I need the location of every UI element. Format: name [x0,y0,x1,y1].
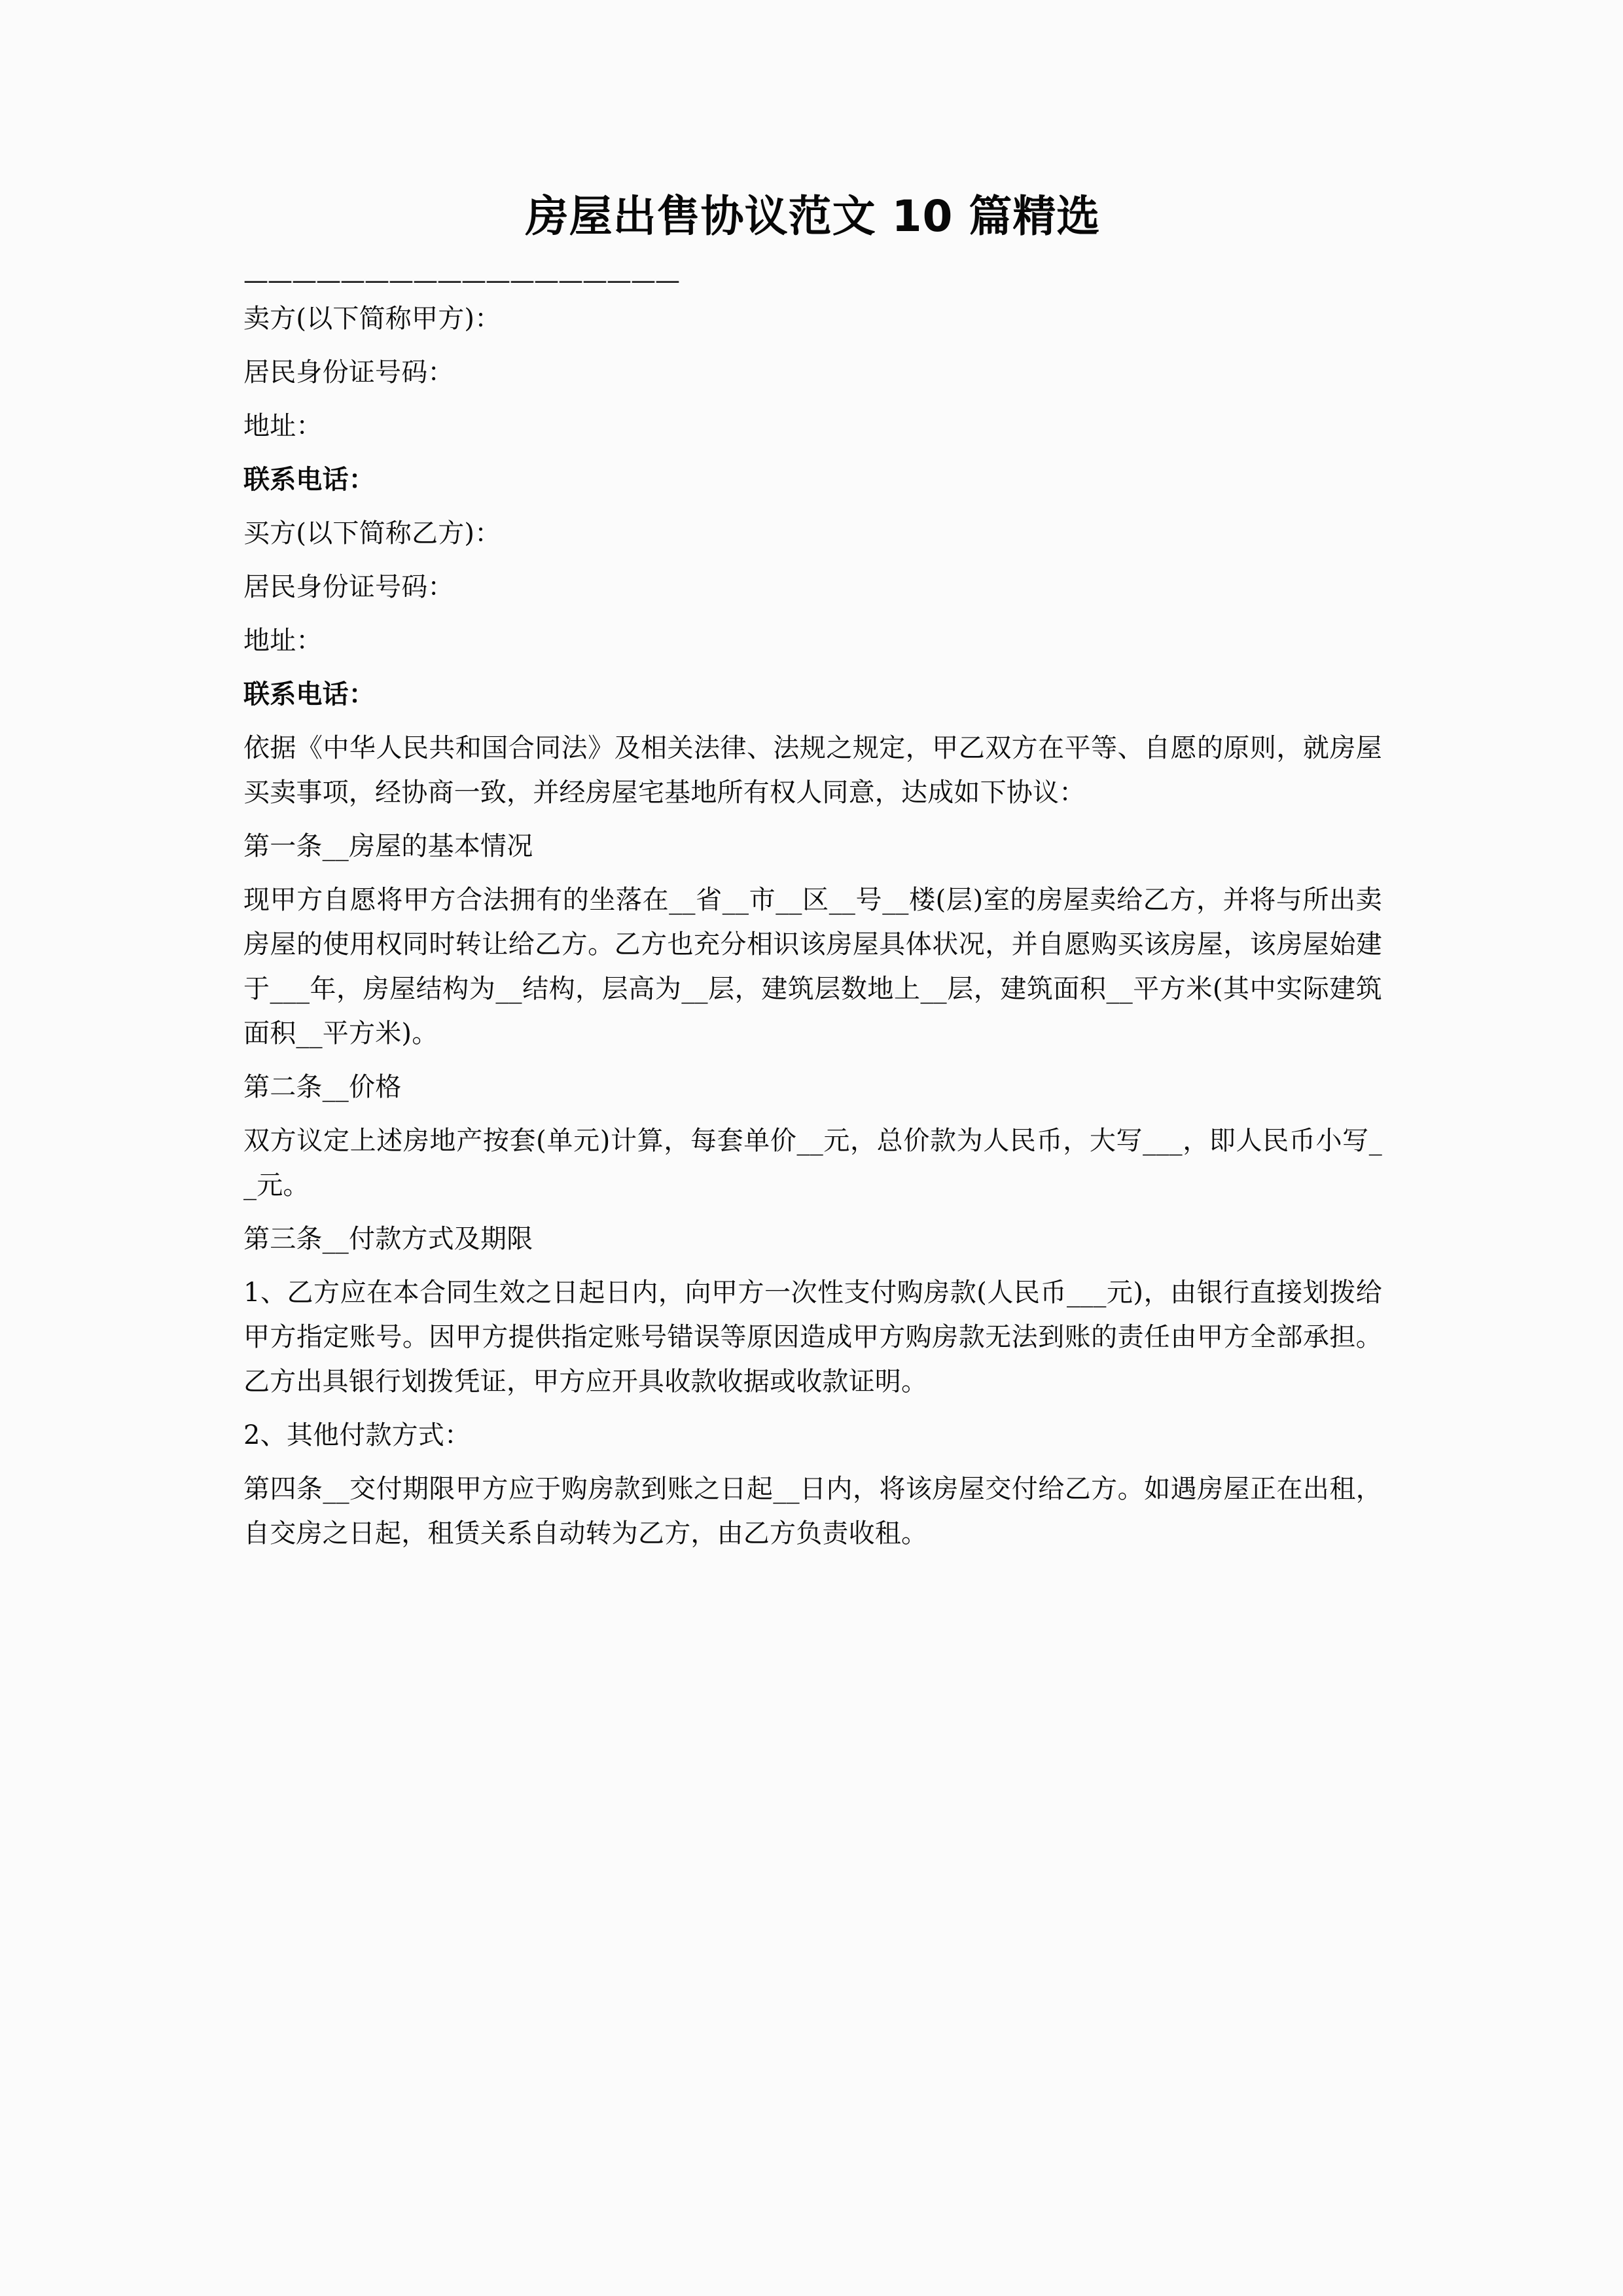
article-3-item-2: 2、其他付款方式： [243,1420,471,1450]
article-2-body: 双方议定上述房地产按套(单元)计算，每套单价__元，总价款为人民币，大写___，即人民币小写__元。 [243,1125,1382,1200]
preamble-paragraph: 依据《中华人民共和国合同法》及相关法律、法规之规定，甲乙双方在平等、自愿的原则，就房屋买卖事项，经协商一致，并经房屋宅基地所有权人同意，达成如下协议： [243,732,1382,808]
buyer-address-line: 地址： [243,625,323,656]
document-body [243,0,1382,1565]
buyer-label-line: 买方(以下简称乙方)： [243,518,501,548]
page-title: 房屋出售协议范文 10 篇精选 [525,191,1101,242]
seller-id-line: 居民身份证号码： [243,357,454,387]
article-3-item-1: 1、乙方应在本合同生效之日起日内，向甲方一次性支付购房款(人民币___元)，由银行直接划拨给甲方指定账号。因甲方提供指定账号错误等原因造成甲方购房款无法到账的责任由甲方全部承担。乙方出具银行划拨凭证，甲方应开具收款收据或收款证明。 [243,1277,1382,1397]
seller-phone-line: 联系电话： [243,463,375,495]
article-1-heading: 第一条__房屋的基本情况 [243,831,533,861]
buyer-phone-line: 联系电话： [243,678,375,709]
buyer-id-line: 居民身份证号码： [243,571,454,602]
seller-address-line: 地址： [243,410,323,441]
title-separator-rule: —————————————————— [243,267,679,295]
article-3-heading: 第三条__付款方式及期限 [243,1223,533,1254]
seller-label-line: 卖方(以下简称甲方)： [243,303,501,334]
article-4-body: 第四条__交付期限甲方应于购房款到账之日起__日内，将该房屋交付给乙方。如遇房屋正在出租，自交房之日起，租赁关系自动转为乙方，由乙方负责收租。 [243,1473,1382,1549]
article-2-heading: 第二条__价格 [243,1071,402,1102]
article-1-body: 现甲方自愿将甲方合法拥有的坐落在__省__市__区__号__楼(层)室的房屋卖给乙方，并将与所出卖房屋的使用权同时转让给乙方。乙方也充分相识该房屋具体状况，并自愿购买该房屋，该房屋始建于___年，房屋结构为__结构，层高为__层，建筑层数地上__层，建筑面积__平方米(其中实际建筑面积__平方米)。 [243,884,1382,1049]
